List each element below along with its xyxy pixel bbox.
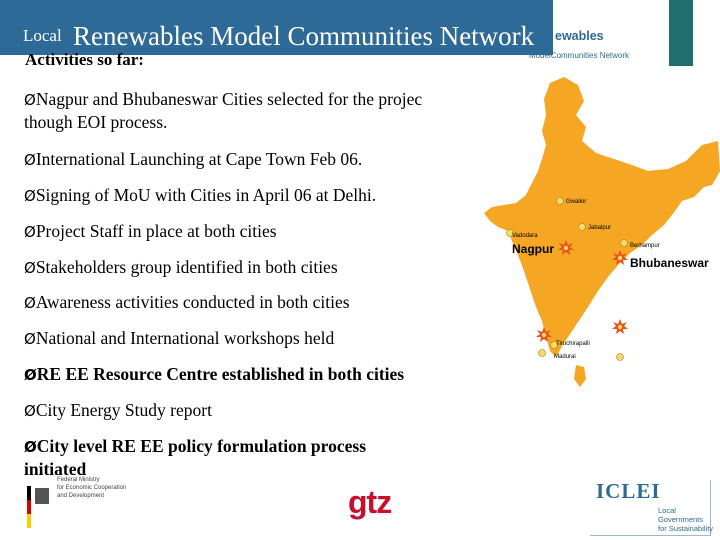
slide-title: Renewables Model Communities Network [73, 21, 535, 51]
list-item [24, 148, 362, 171]
network-logo-name: ewables [555, 29, 604, 43]
bullet-text: RE EE Resource Centre established in both cities [36, 364, 405, 384]
city-marker-jabalpur [579, 224, 586, 231]
city-marker-berhampur [621, 240, 628, 247]
bullet-text: Awareness activities conducted in both cities [35, 292, 350, 312]
city-label-nagpur: Nagpur [512, 242, 554, 256]
bullet-arrow-icon: Ø [24, 402, 36, 420]
list-item [24, 88, 422, 133]
sri-lanka [574, 365, 586, 387]
title-prefix: Local [23, 26, 62, 45]
german-ministry-text [57, 476, 126, 500]
ministry-line: Federal Ministry [57, 477, 100, 483]
section-subtitle: Activities so far: [25, 50, 144, 69]
city-label-berhampur: Berhampur [630, 243, 660, 249]
list-item [24, 256, 338, 279]
list-item [24, 399, 212, 422]
bullet-text-cont: initiated [24, 459, 87, 479]
bullet-arrow-icon: Ø [24, 259, 36, 277]
star-marker-icon [612, 319, 628, 334]
bullet-arrow-icon: Ø [24, 330, 36, 348]
bullet-text: National and International workshops held [35, 328, 335, 348]
india-map [472, 75, 720, 405]
city-marker-gwalior [557, 198, 564, 205]
list-item [24, 291, 350, 314]
bullet-arrow-icon: Ø [24, 91, 36, 109]
bullet-text: Project Staff in place at both cities [35, 221, 277, 241]
bullet-text: Nagpur and Bhubaneswar Cities selected for the projec [35, 89, 423, 109]
ministry-line: and Development [57, 493, 105, 499]
bullet-arrow-icon: Ø [24, 438, 37, 456]
network-logo-subtitle: ModelCommunities Network [529, 51, 630, 60]
iclei-tagline-line: Governments [658, 515, 704, 524]
ministry-line: for Economic Cooperation [57, 485, 127, 491]
eagle-icon [35, 488, 49, 504]
city-label-tiruchirapalli: Tiruchirapalli [556, 341, 590, 347]
bullet-text-cont: though EOI process. [24, 112, 168, 132]
city-marker [617, 354, 624, 361]
bullet-text: Stakeholders group identified in both cities [35, 257, 338, 277]
bullet-text: Signing of MoU with Cities in April 06 at Delhi. [35, 185, 377, 205]
iclei-logo: ICLEI [596, 479, 661, 503]
iclei-tagline-line: for Sustainability [658, 524, 714, 533]
bullet-arrow-icon: Ø [24, 151, 36, 169]
city-label-vadodara: Vadodara [512, 233, 538, 239]
iclei-tagline [658, 506, 713, 533]
city-label-bhubaneswar: Bhubaneswar [630, 256, 709, 270]
city-marker-madurai [539, 350, 546, 357]
iclei-tagline-line: Local [658, 506, 676, 515]
city-label-gwalior: Gwalior [566, 199, 587, 205]
flag-gold-stripe [27, 514, 31, 528]
bullet-text: International Launching at Cape Town Feb 06. [35, 149, 363, 169]
bullet-arrow-icon: Ø [24, 223, 36, 241]
list-item [24, 184, 376, 207]
bullet-text: City level RE EE policy formulation process [36, 436, 367, 456]
bullet-text: City Energy Study report [35, 400, 212, 420]
list-item [24, 363, 404, 386]
bullet-arrow-icon: Ø [24, 366, 37, 384]
list-item [24, 220, 277, 243]
flag-black-stripe [27, 486, 31, 500]
flag-red-stripe [27, 500, 31, 514]
list-item [24, 435, 486, 480]
bullet-arrow-icon: Ø [24, 294, 36, 312]
city-label-madurai: Madurai [554, 354, 576, 360]
gtz-logo: gtz [348, 484, 392, 520]
bullet-arrow-icon: Ø [24, 187, 36, 205]
list-item [24, 327, 334, 350]
header-accent-bar [669, 0, 693, 66]
india-landmass [484, 77, 718, 357]
city-label-jabalpur: Jabalpur [588, 225, 612, 231]
